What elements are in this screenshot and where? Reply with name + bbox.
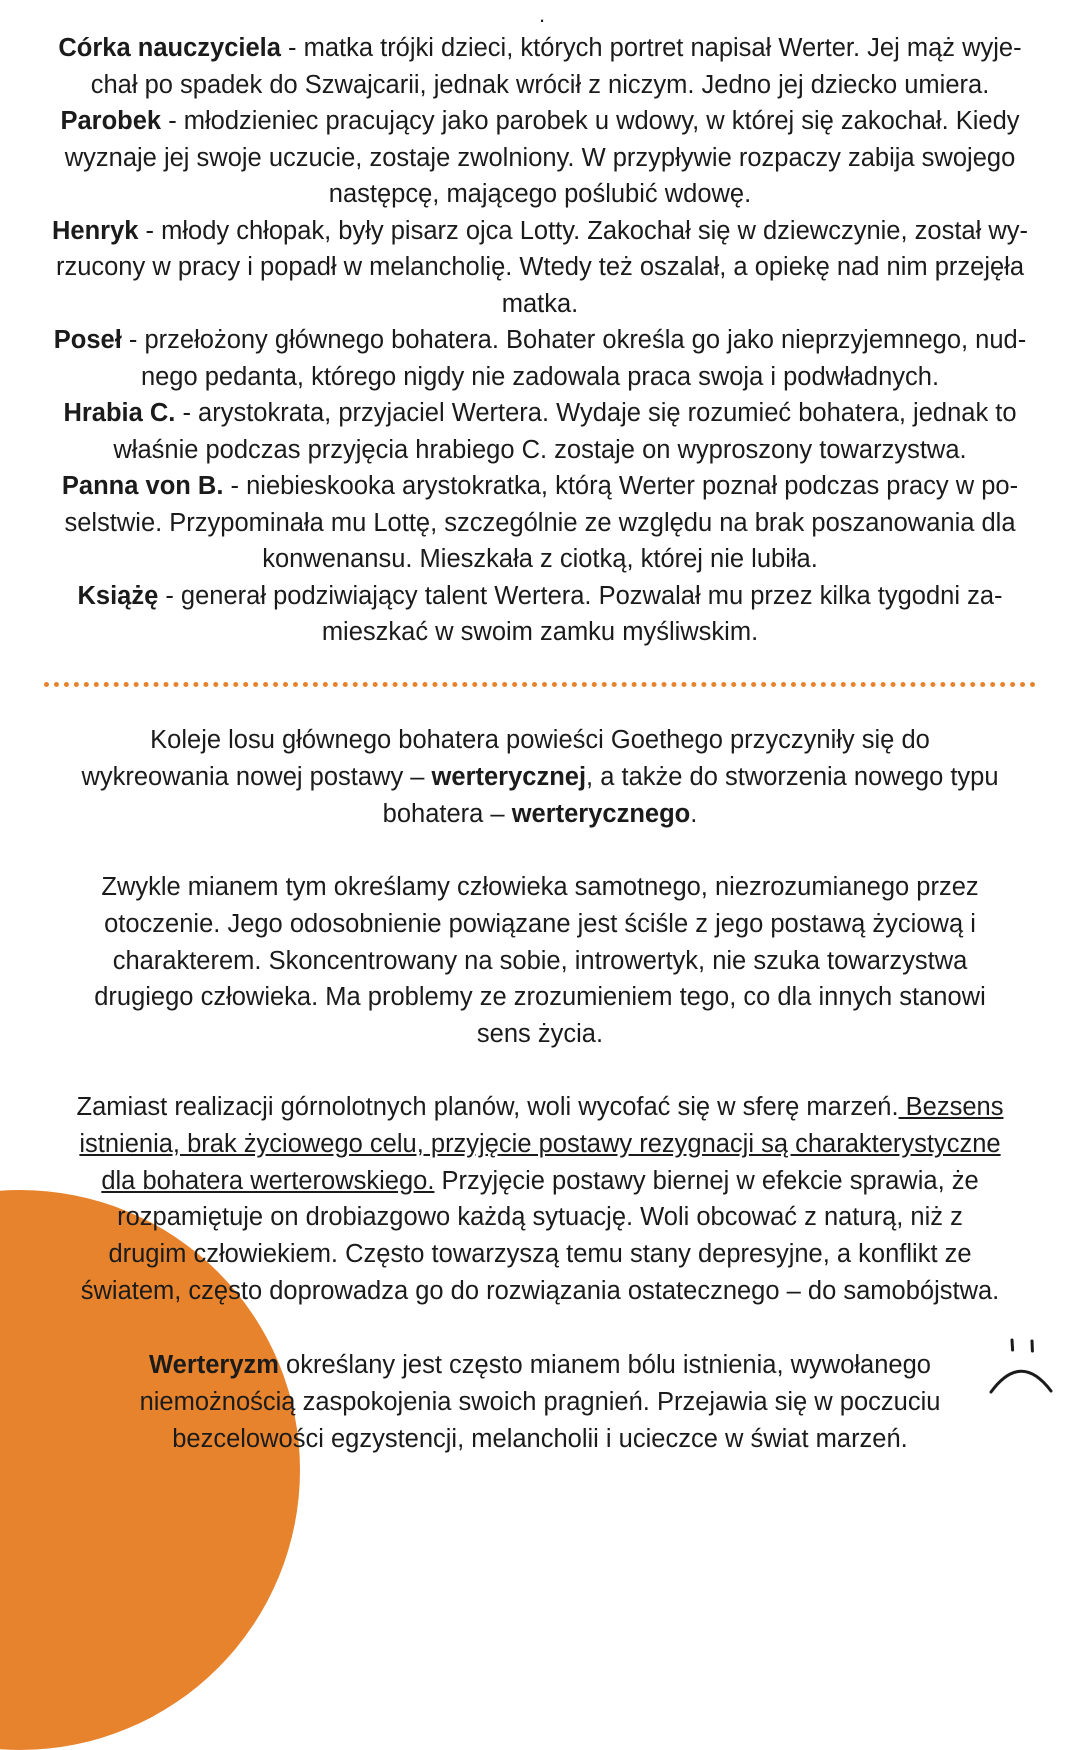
character-name: Córka nauczyciela — [58, 34, 281, 62]
top-dot: . — [539, 4, 545, 26]
character-entry — [30, 30, 1050, 103]
para3-text-1: Zamiast realizacji górnolotnych planów, woli wycofać się w sferę marzeń. — [77, 1093, 899, 1121]
para1-text-1: Koleje losu głównego bohatera powieści Goethego przyczyniły się do wykreowania nowej postawy – — [81, 726, 929, 791]
character-description: - młody chłopak, były pisarz ojca Lotty. Zakochał się w dziewczynie, został wy- rzucony w pracy i popadł w melancholię. Wtedy też oszalał, a opiekę nad nim przejęła matka. — [56, 217, 1028, 318]
paragraph-werteryzm-definition — [80, 1347, 1000, 1457]
character-name: Hrabia C. — [63, 399, 175, 427]
para1-text-2: , a także do stworzenia nowego typu bohatera – — [383, 763, 999, 828]
para1-bold-werterycznej: werterycznej — [432, 763, 587, 791]
para3-underlined: Bezsens istnienia, brak życiowego celu, przyjęcie postawy rezygnacji są charakterystyczne dla bohatera werterowskiego. — [79, 1093, 1003, 1195]
dotted-divider — [44, 682, 1036, 687]
character-entry — [30, 468, 1050, 578]
paragraph-dreams — [30, 1089, 1050, 1310]
paragraph-lonely-human: Zwykle mianem tym określamy człowieka samotnego, niezrozumianego przez otoczenie. Jego odosobnienie powiązane jest ściśle z jego postawą życiową i charakterem. Skoncentrowany na sobie, introwertyk, nie szuka towarzystwa drugiego człowieka. Ma problemy ze zrozumieniem tego, co dla innych stanowi sens życia. — [30, 869, 1050, 1053]
character-entry — [30, 322, 1050, 395]
para1-bold-werterycznego: werterycznego — [512, 800, 691, 828]
character-name: Parobek — [60, 107, 161, 135]
character-name: Panna von B. — [62, 472, 224, 500]
para4-bold-werteryzm: Werteryzm — [149, 1351, 279, 1379]
character-entry — [30, 103, 1050, 213]
character-name: Henryk — [52, 217, 138, 245]
character-list — [30, 30, 1050, 651]
character-description: - przełożony głównego bohatera. Bohater określa go jako nieprzyjemnego, nud- nego pedanta, którego nigdy nie zadowala praca swoja i podwładnych. — [122, 326, 1026, 391]
para3-text-2: Przyjęcie postawy biernej w efekcie sprawia, że rozpamiętuje on drobiazgowo każdą sytuację. Woli obcować z naturą, niż z drugim człowiekiem. Często towarzyszą temu stany depresyjne, a konflikt ze światem, często doprowadza go do rozwiązania ostatecznego – do samobójstwa. — [81, 1167, 1000, 1305]
character-name: Książę — [77, 582, 158, 610]
character-description: - niebieskooka arystokratka, którą Werter poznał podczas pracy w po- selstwie. Przypominała mu Lottę, szczególnie ze względu na brak poszanowania dla konwenansu. Mieszkała z ciotką, której nie lubiła. — [64, 472, 1018, 573]
para4-text: określany jest często mianem bólu istnienia, wywołanego niemożnością zaspokojenia swoich pragnień. Przejawia się w poczuciu bezcelowości egzystencji, melancholii i ucieczce w świat marzeń. — [140, 1351, 941, 1453]
character-entry — [30, 213, 1050, 323]
paragraph-werteryzm-intro — [30, 722, 1050, 832]
character-description: - arystokrata, przyjaciel Wertera. Wydaje się rozumieć bohatera, jednak to właśnie podczas przyjęcia hrabiego C. zostaje on wyproszony towarzystwa. — [113, 399, 1016, 464]
sad-face-icon — [985, 1335, 1055, 1405]
character-entry — [30, 578, 1050, 651]
para1-text-3: . — [690, 800, 697, 828]
character-description: - matka trójki dzieci, których portret napisał Werter. Jej mąż wyje- chał po spadek do Szwajcarii, jednak wrócił z niczym. Jedno jej dziecko umiera. — [91, 34, 1022, 99]
character-name: Poseł — [54, 326, 122, 354]
character-description: - młodzieniec pracujący jako parobek u wdowy, w której się zakochał. Kiedy wyznaje jej swoje uczucie, zostaje zwolniony. W przypływie rozpaczy zabija swojego następcę, mającego poślubić wdowę. — [65, 107, 1020, 208]
character-entry — [30, 395, 1050, 468]
character-description: - generał podziwiający talent Wertera. Pozwalał mu przez kilka tygodni za- mieszkać w swoim zamku myśliwskim. — [158, 582, 1002, 647]
